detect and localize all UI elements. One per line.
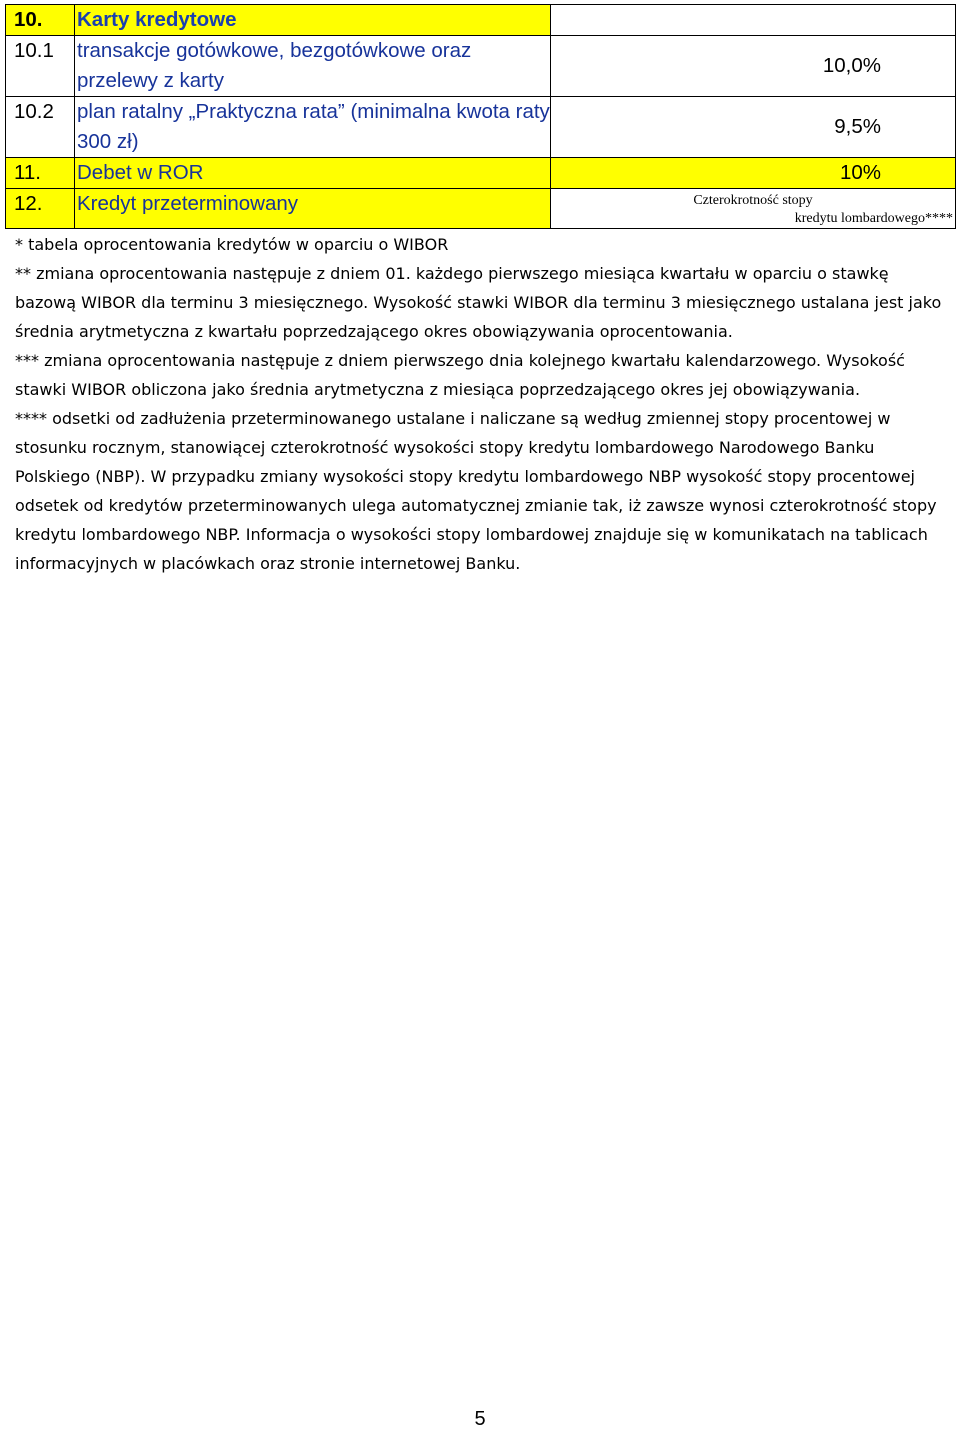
row-value-line: Czterokrotność stopy	[693, 193, 813, 208]
page-number: 5	[474, 1408, 486, 1430]
interest-rate-table	[5, 4, 956, 229]
footnote: **** odsetki od zadłużenia przeterminowanego ustalane i naliczane są według zmiennej stopy procentowej w stosunku rocznym, stanowiącej czterokrotność wysokości stopy kredytu lombardowego Narodowego Banku Polskiego (NBP). W przypadku zmiany wysokości stopy kredytu lombardowego NBP wysokość stopy procentowej odsetek od kredytów przeterminowanych ulega automatycznej zmianie tak, iż zawsze wynosi czterokrotność stopy kredytu lombardowego NBP. Informacja o wysokości stopy lombardowej znajduje się w komunikatach na tablicach informacyjnych w placówkach oraz stronie internetowej Banku.	[15, 409, 937, 573]
row-label-text: Kredyt przeterminowany	[77, 192, 299, 215]
row-number: 10.1	[6, 36, 75, 97]
footnote: ** zmiana oprocentowania następuje z dniem 01. każdego pierwszego miesiąca kwartału w oparciu o stawkę bazową WIBOR dla terminu 3 miesięcznego. Wysokość stawki WIBOR dla terminu 3 miesięcznego ustalana jest jako średnia arytmetyczna z kwartału poprzedzającego okres obowiązywania oprocentowania.	[15, 264, 942, 341]
row-label-text: Debet w ROR	[77, 161, 204, 184]
row-number: 10.	[6, 5, 75, 36]
row-label	[75, 158, 551, 189]
row-label-text: transakcje gotówkowe, bezgotówkowe oraz przelewy z karty	[77, 39, 472, 92]
footnote: *** zmiana oprocentowania następuje z dniem pierwszego dnia kolejnego kwartału kalendarzowego. Wysokość stawki WIBOR obliczona jako średnia arytmetyczna z miesiąca poprzedzającego okres jej obowiązywania.	[15, 351, 905, 399]
row-number: 11.	[6, 158, 75, 189]
table-row	[6, 97, 956, 158]
row-label-text: plan ratalny „Praktyczna rata” (minimalna kwota raty 300 zł)	[77, 100, 550, 153]
row-label	[75, 36, 551, 97]
row-label-text: Karty kredytowe	[77, 8, 237, 31]
row-number: 12.	[6, 189, 75, 229]
row-number: 10.2	[6, 97, 75, 158]
table-row	[6, 158, 956, 189]
footnote: * tabela oprocentowania kredytów w oparciu o WIBOR	[15, 235, 449, 254]
table-row	[6, 5, 956, 36]
row-value-line: kredytu lombardowego****	[794, 211, 953, 226]
row-value	[551, 189, 956, 229]
footnotes	[15, 230, 950, 578]
row-label	[75, 97, 551, 158]
table-row	[6, 189, 956, 229]
row-value	[551, 5, 956, 36]
row-value: 10,0%	[551, 36, 956, 97]
row-value: 9,5%	[551, 97, 956, 158]
row-value: 10%	[551, 158, 956, 189]
row-label	[75, 5, 551, 36]
row-label	[75, 189, 551, 229]
table-row	[6, 36, 956, 97]
